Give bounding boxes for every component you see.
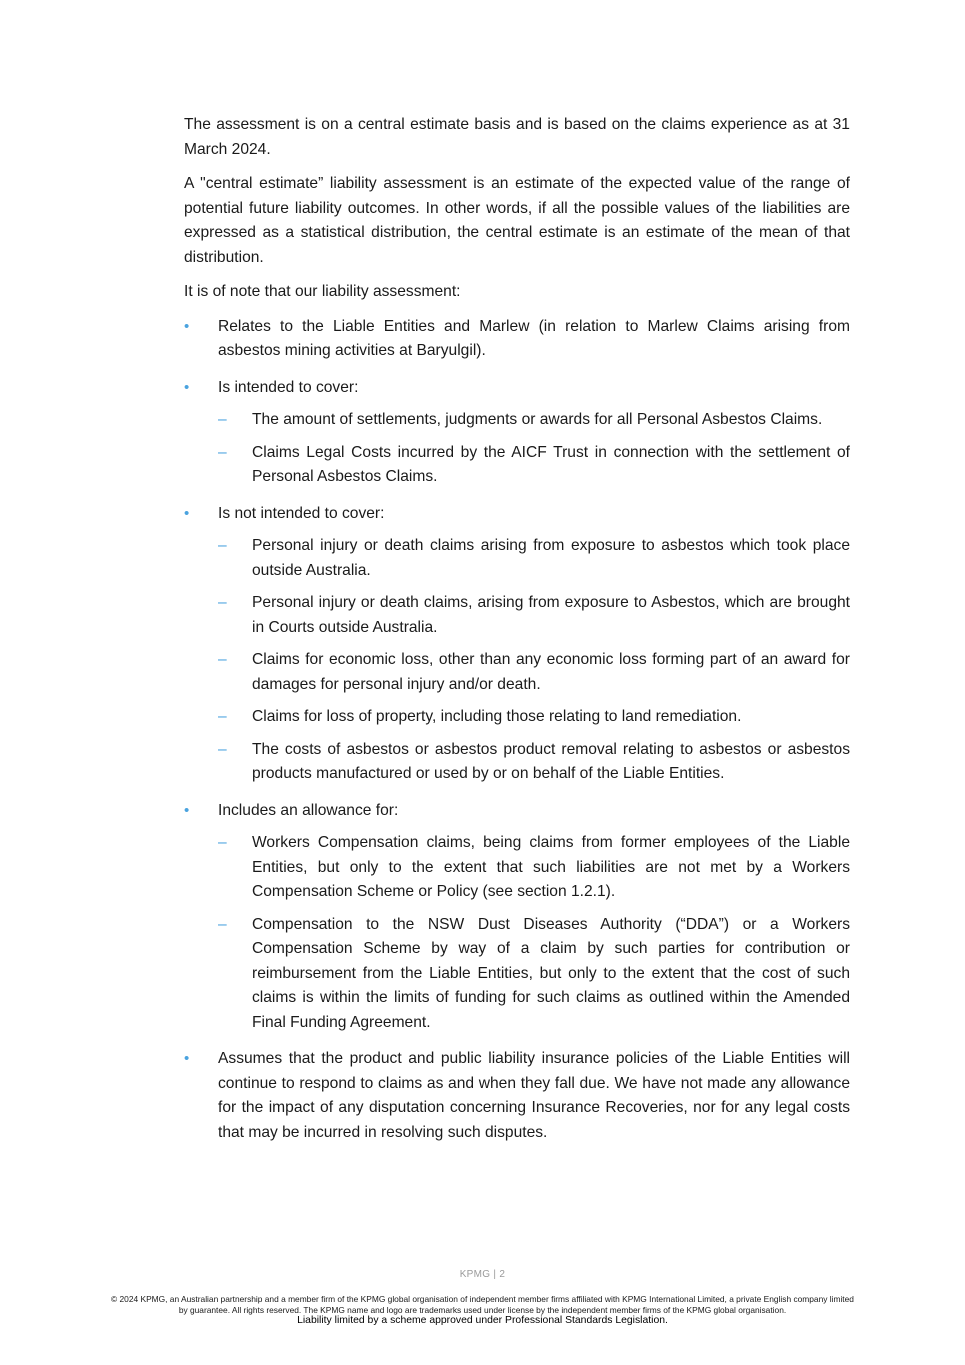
sub-item	[184, 705, 850, 730]
bullet-marker: •	[184, 317, 190, 335]
bullet-item	[184, 315, 850, 364]
sub-text: Compensation to the NSW Dust Diseases Authority (“DDA”) or a Workers Compensation Scheme by way of a claim by such parties for contribution or reimbursement from the Liable Entities, but only to the extent that the cost of such claims is within the limits of funding for such claims as outlined within the Amended Final Funding Agreement.	[252, 915, 850, 1031]
liability-notice: Liability limited by a scheme approved under Professional Standards Legislation.	[297, 1315, 668, 1326]
dash-marker: –	[218, 834, 227, 851]
bullet-marker: •	[184, 801, 190, 819]
sub-item	[184, 648, 850, 697]
sub-text: Personal injury or death claims arising from exposure to asbestos which took place outside Australia.	[252, 537, 850, 579]
dash-marker: –	[218, 537, 227, 554]
paragraph-central-estimate: A "central estimate” liability assessment is an estimate of the expected value of the range of potential future liability outcomes. In other words, if all the possible values of the liabilities are expressed as a statistical distribution, the central estimate is an estimate of the mean of that distribution.	[184, 175, 850, 266]
sub-item	[184, 534, 850, 583]
bullet-item	[184, 799, 850, 1036]
dash-marker: –	[218, 651, 227, 668]
sub-text: Claims Legal Costs incurred by the AICF Trust in connection with the settlement of Personal Asbestos Claims.	[252, 443, 850, 485]
sub-text: Claims for economic loss, other than any economic loss forming part of an award for damages for personal injury and/or death.	[252, 651, 850, 693]
sub-item	[184, 831, 850, 905]
dash-marker: –	[218, 411, 227, 428]
sub-item	[184, 441, 850, 490]
sub-text: Personal injury or death claims, arising from exposure to Asbestos, which are brought in Courts outside Australia.	[252, 594, 850, 636]
paragraph-assessment-basis: The assessment is on a central estimate basis and is based on the claims experience as at 31 March 2024.	[184, 116, 850, 158]
sub-item	[184, 738, 850, 787]
bullet-text: Includes an allowance for:	[218, 801, 399, 819]
bullet-text: Is not intended to cover:	[218, 504, 385, 522]
dash-marker: –	[218, 594, 227, 611]
document-body	[184, 113, 850, 1157]
sub-item	[184, 913, 850, 1036]
dash-marker: –	[218, 443, 227, 461]
sub-list	[218, 408, 850, 490]
bullet-text: Relates to the Liable Entities and Marlew (in relation to Marlew Claims arising from asbestos mining activities at Baryulgil).	[218, 317, 850, 359]
bullet-text: Is intended to cover:	[218, 378, 359, 396]
dash-marker: –	[218, 740, 227, 758]
sub-text: Workers Compensation claims, being claims from former employees of the Liable Entities, but only to the extent that such liabilities are not met by a Workers Compensation Scheme or Policy (see section 1.2.1).	[252, 834, 850, 900]
bullet-marker: •	[184, 504, 190, 522]
bullet-item	[184, 376, 850, 490]
bullet-item	[184, 1047, 850, 1145]
bullet-marker: •	[184, 1050, 190, 1067]
bullet-item	[184, 502, 850, 787]
sub-list	[218, 831, 850, 1035]
dash-marker: –	[218, 915, 227, 933]
bullet-text: Assumes that the product and public liability insurance policies of the Liable Entities will continue to respond to claims as and when they fall due. We have not made any allowance for the impact of any disputation concerning Insurance Recoveries, nor for any legal costs that may be incurred in resolving such disputes.	[218, 1050, 850, 1141]
sub-text: The amount of settlements, judgments or awards for all Personal Asbestos Claims.	[252, 411, 823, 428]
sub-item	[184, 591, 850, 640]
sub-item	[184, 408, 850, 433]
dash-marker: –	[218, 708, 227, 725]
copyright-notice: © 2024 KPMG, an Australian partnership and a member firm of the KPMG global organisation of independent member firms affiliated with KPMG International Limited, a private English company limited by guarantee. All rights reserved. The KPMG name and logo are trademarks used under license by the independent member firms of the KPMG global organisation.	[111, 1294, 854, 1315]
page-number: KPMG | 2	[459, 1269, 506, 1280]
sub-text: The costs of asbestos or asbestos product removal relating to asbestos or asbestos products manufactured or used by or on behalf of the Liable Entities.	[252, 740, 850, 782]
sub-list	[218, 534, 850, 787]
paragraph-note-intro: It is of note that our liability assessment:	[184, 283, 461, 300]
bullet-marker: •	[184, 378, 190, 396]
sub-text: Claims for loss of property, including those relating to land remediation.	[252, 708, 742, 725]
